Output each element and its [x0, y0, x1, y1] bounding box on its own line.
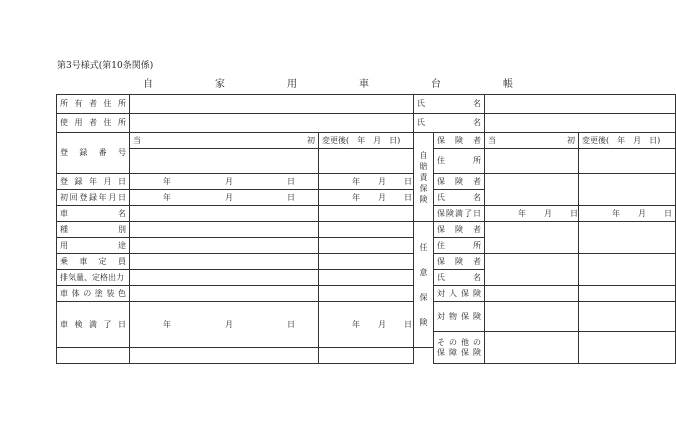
blank-label-cell	[57, 348, 130, 364]
vehicle-name-label: 車 名	[57, 206, 130, 222]
type-changed-field[interactable]	[319, 222, 414, 238]
ins-initial-right: 初	[567, 135, 576, 145]
color-changed-field[interactable]	[319, 286, 414, 302]
compulsory-char: 保	[419, 183, 428, 193]
compulsory-insurer-changed-field[interactable]	[579, 174, 676, 206]
voluntary-char: 保	[419, 292, 428, 302]
registration-date-label: 登録年月日	[57, 174, 130, 190]
voluntary-name-initial-field[interactable]	[485, 254, 579, 286]
reg-number-changed-field[interactable]	[319, 149, 414, 174]
other-initial-field[interactable]	[485, 332, 579, 364]
compulsory-char: 自	[419, 150, 428, 160]
property-changed-field[interactable]	[579, 302, 676, 332]
type-label: 種 別	[57, 222, 130, 238]
property-insurance-label: 対物保険	[434, 302, 485, 332]
initial-header-left: 当	[133, 135, 141, 145]
user-name-field[interactable]	[485, 114, 676, 133]
voluntary-char: 任	[419, 242, 428, 252]
registration-number-label: 登録番号	[57, 133, 130, 174]
vehicle-name-changed-field[interactable]	[319, 206, 414, 222]
voluntary-address-label: 住所	[434, 238, 485, 254]
owner-address-field[interactable]	[130, 95, 414, 114]
voluntary-char: 険	[419, 317, 428, 327]
color-label: 車体の塗装色	[57, 286, 130, 302]
vehicle-name-initial-field[interactable]	[130, 206, 319, 222]
color-initial-field[interactable]	[130, 286, 319, 302]
blank-changed-field[interactable]	[319, 348, 414, 364]
compulsory-char: 険	[419, 194, 428, 204]
compulsory-insurer-initial-field[interactable]	[485, 174, 579, 206]
first-registration-date-label: 初回登録年月日	[57, 190, 130, 206]
displacement-label: 排気量、定格出力	[57, 270, 130, 286]
page-title: 自 家 用 車 台 帳	[143, 79, 539, 90]
initial-header	[130, 133, 319, 149]
inspection-changed-field[interactable]: 年 月 日	[319, 302, 414, 348]
owner-name-field[interactable]	[485, 95, 676, 114]
compulsory-insurer-label-2: 保険者	[434, 174, 485, 190]
compulsory-insurer-label: 保険者	[434, 133, 485, 149]
first-reg-date-changed-field[interactable]: 年 月 日	[319, 190, 414, 206]
other-insurance-label: その他の 保障保険	[434, 332, 485, 364]
type-initial-field[interactable]	[130, 222, 319, 238]
reg-number-initial-field[interactable]	[130, 149, 319, 174]
personal-changed-field[interactable]	[579, 286, 676, 302]
usage-initial-field[interactable]	[130, 238, 319, 254]
displacement-initial-field[interactable]	[130, 270, 319, 286]
personal-insurance-label: 対人保険	[434, 286, 485, 302]
property-initial-field[interactable]	[485, 302, 579, 332]
capacity-label: 乗車定員	[57, 254, 130, 270]
inspection-initial-field[interactable]: 年 月 日	[130, 302, 319, 348]
changed-header: 変更後( 年 月 日)	[319, 133, 414, 149]
first-reg-date-initial-field[interactable]: 年 月 日	[130, 190, 319, 206]
ins-changed-header: 変更後( 年 月 日)	[579, 133, 676, 149]
voluntary-insurer-label-2: 保険者	[434, 254, 485, 270]
compulsory-address-label: 住所	[434, 149, 485, 174]
inspection-expiry-label: 車検満了日	[57, 302, 130, 348]
capacity-changed-field[interactable]	[319, 254, 414, 270]
owner-name-label: 氏 名	[414, 95, 485, 114]
usage-changed-field[interactable]	[319, 238, 414, 254]
voluntary-insurer-label: 保険者	[434, 222, 485, 238]
voluntary-name-changed-field[interactable]	[579, 254, 676, 286]
user-name-label: 氏 名	[414, 114, 485, 133]
voluntary-insurance-label	[414, 222, 434, 348]
displacement-changed-field[interactable]	[319, 270, 414, 286]
compulsory-name-label: 氏名	[434, 190, 485, 206]
ins-initial-left: 当	[488, 135, 497, 145]
ins-expiry-initial-field[interactable]: 年 月 日	[485, 206, 579, 222]
insurance-expiry-label: 保険満了日	[434, 206, 485, 222]
user-address-field[interactable]	[130, 114, 414, 133]
ins-expiry-changed-field[interactable]: 年 月 日	[579, 206, 676, 222]
initial-header-right: 初	[307, 135, 315, 145]
vehicle-ledger-table	[56, 94, 676, 364]
form-number-label: 第3号様式(第10条関係)	[57, 61, 154, 71]
compulsory-insurance-label	[414, 133, 434, 222]
reg-date-changed-field[interactable]: 年 月 日	[319, 174, 414, 190]
owner-address-label: 所有者住所	[57, 95, 130, 114]
voluntary-insurer-initial-field[interactable]	[485, 222, 579, 254]
user-address-label: 使用者住所	[57, 114, 130, 133]
personal-initial-field[interactable]	[485, 286, 579, 302]
compulsory-char: 責	[419, 172, 428, 182]
compulsory-char: 賠	[419, 161, 428, 171]
ins-initial-header	[485, 133, 579, 149]
reg-date-initial-field[interactable]: 年 月 日	[130, 174, 319, 190]
voluntary-name-label: 氏名	[434, 270, 485, 286]
blank-initial-field[interactable]	[130, 348, 319, 364]
compulsory-changed-field[interactable]	[579, 149, 676, 174]
voluntary-insurer-changed-field[interactable]	[579, 222, 676, 254]
compulsory-initial-field[interactable]	[485, 149, 579, 174]
voluntary-char: 意	[419, 267, 428, 277]
other-changed-field[interactable]	[579, 332, 676, 364]
capacity-initial-field[interactable]	[130, 254, 319, 270]
usage-label: 用 途	[57, 238, 130, 254]
